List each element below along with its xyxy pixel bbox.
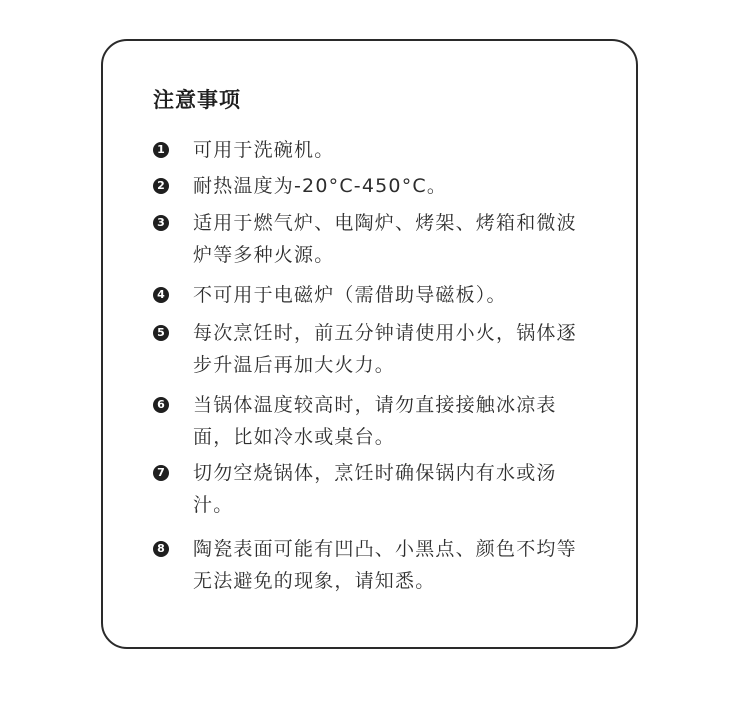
item-text: 可用于洗碗机。 <box>193 139 335 161</box>
number-badge-icon: 6 <box>153 397 169 413</box>
item-text: 耐热温度为-20°C-450°C。 <box>193 175 448 197</box>
notice-list <box>103 41 636 647</box>
notice-card <box>101 39 638 649</box>
item-text: 适用于燃气炉、电陶炉、烤架、烤箱和微波炉等多种火源。 <box>193 212 577 266</box>
number-badge-icon: 5 <box>153 325 169 341</box>
number-badge-icon: 1 <box>153 142 169 158</box>
item-text: 每次烹饪时，前五分钟请使用小火，锅体逐步升温后再加大火力。 <box>193 322 577 376</box>
notice-title: 注意事项 <box>153 88 241 112</box>
number-badge-icon: 7 <box>153 465 169 481</box>
item-text: 不可用于电磁炉（需借助导磁板）。 <box>193 284 507 306</box>
number-badge-icon: 8 <box>153 541 169 557</box>
item-text: 陶瓷表面可能有凹凸、小黑点、颜色不均等无法避免的现象，请知悉。 <box>193 538 577 592</box>
number-badge-icon: 2 <box>153 178 169 194</box>
item-text: 当锅体温度较高时，请勿直接接触冰凉表面，比如冷水或桌台。 <box>193 394 557 448</box>
number-badge-icon: 4 <box>153 287 169 303</box>
number-badge-icon: 3 <box>153 215 169 231</box>
item-text: 切勿空烧锅体，烹饪时确保锅内有水或汤汁。 <box>193 462 557 516</box>
